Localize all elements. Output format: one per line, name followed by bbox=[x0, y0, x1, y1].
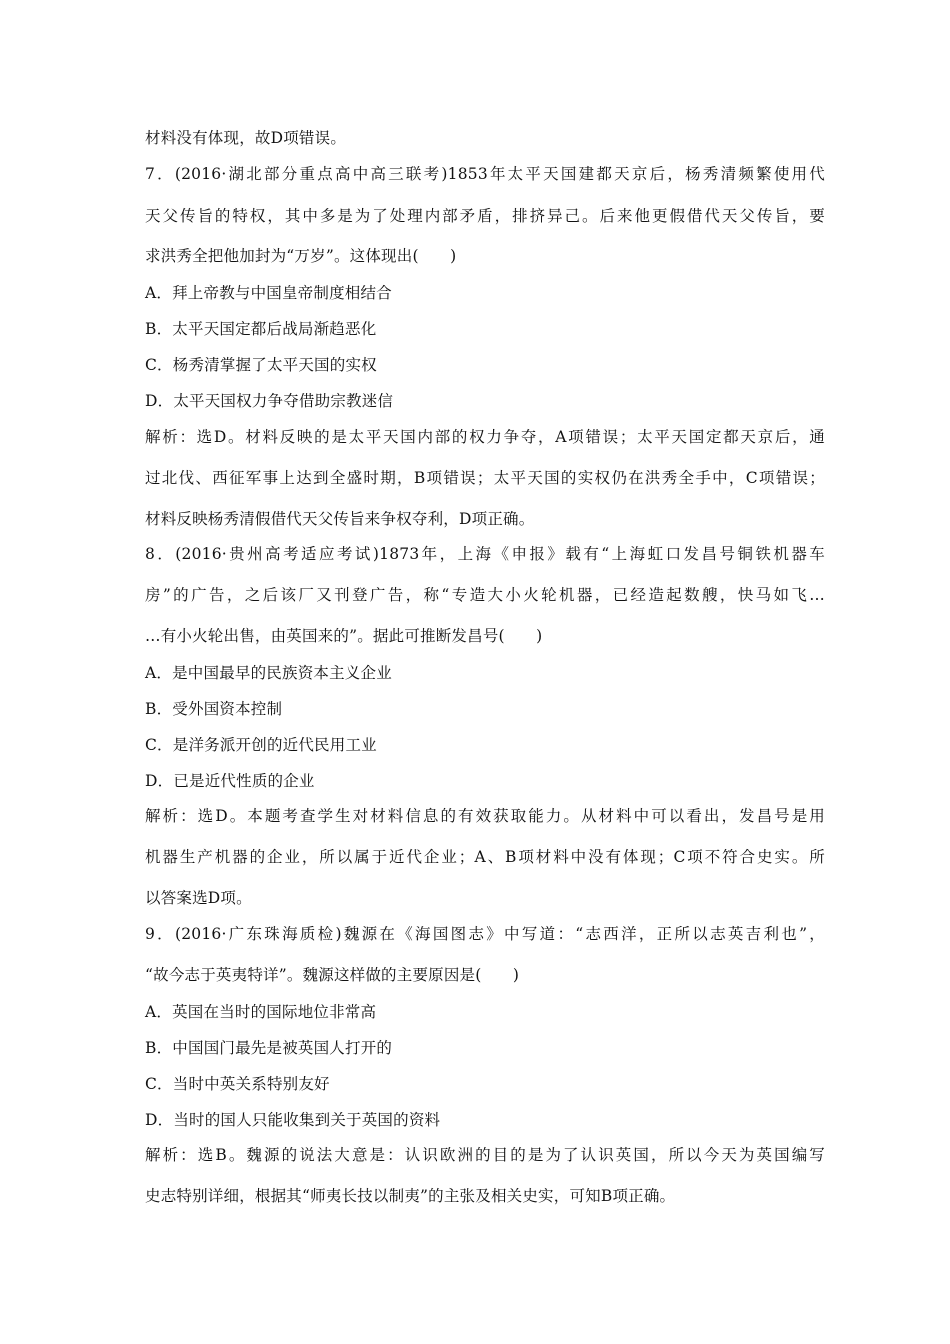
option-c: C．当时中英关系特别友好 bbox=[145, 1075, 330, 1093]
option-c: C．是洋务派开创的近代民用工业 bbox=[145, 736, 377, 754]
option-d: D．当时的国人只能收集到关于英国的资料 bbox=[145, 1111, 441, 1129]
text-line: 求洪秀全把他加封为“万岁”。这体现出( ) bbox=[145, 247, 457, 265]
analysis-7: 解析：选D。材料反映的是太平天国内部的权力争夺，A项错误；太平天国定都天京后，通 bbox=[145, 428, 825, 446]
option-b: B．太平天国定都后战局渐趋恶化 bbox=[145, 320, 377, 338]
text-line: 史志特别详细，根据其“师夷长技以制夷”的主张及相关史实，可知B项正确。 bbox=[145, 1187, 676, 1205]
text-line: 机器生产机器的企业，所以属于近代企业；A、B项材料中没有体现；C项不符合史实。所 bbox=[145, 848, 825, 866]
analysis-9: 解析：选B。魏源的说法大意是：认识欧洲的目的是为了认识英国，所以今天为英国编写 bbox=[145, 1146, 825, 1164]
text-line: 过北伐、西征军事上达到全盛时期，B项错误；太平天国的实权仍在洪秀全手中，C项错误； bbox=[145, 469, 825, 487]
text-line: 材料没有体现，故D项错误。 bbox=[145, 129, 347, 147]
option-b: B．受外国资本控制 bbox=[145, 700, 283, 718]
option-a: A．是中国最早的民族资本主义企业 bbox=[145, 664, 392, 682]
option-a: A．英国在当时的国际地位非常高 bbox=[145, 1003, 377, 1021]
question-7-stem: 7．(2016·湖北部分重点高中高三联考)1853年太平天国建都天京后，杨秀清频繁使用代 bbox=[145, 165, 825, 183]
option-d: D．已是近代性质的企业 bbox=[145, 772, 315, 790]
text-line: …有小火轮出售，由英国来的”。据此可推断发昌号( ) bbox=[145, 627, 543, 645]
text-line: 天父传旨的特权，其中多是为了处理内部矛盾，排挤异己。后来他更假借代天父传旨，要 bbox=[145, 207, 825, 225]
text-line: 房”的广告，之后该厂又刊登广告，称“专造大小火轮机器，已经造起数艘，快马如飞… bbox=[145, 586, 825, 604]
question-8-stem: 8．(2016·贵州高考适应考试)1873年，上海《申报》载有“上海虹口发昌号铜铁机器车 bbox=[145, 545, 825, 563]
option-c: C．杨秀清掌握了太平天国的实权 bbox=[145, 356, 377, 374]
text-line: “故今志于英夷特详”。魏源这样做的主要原因是( ) bbox=[145, 966, 520, 984]
option-b: B．中国国门最先是被英国人打开的 bbox=[145, 1039, 393, 1057]
option-d: D．太平天国权力争夺借助宗教迷信 bbox=[145, 392, 394, 410]
option-a: A．拜上帝教与中国皇帝制度相结合 bbox=[145, 284, 392, 302]
text-line: 材料反映杨秀清假借代天父传旨来争权夺利，D项正确。 bbox=[145, 510, 535, 528]
analysis-8: 解析：选D。本题考查学生对材料信息的有效获取能力。从材料中可以看出，发昌号是用 bbox=[145, 807, 825, 825]
question-9-stem: 9．(2016·广东珠海质检)魏源在《海国图志》中写道：“志西洋，正所以志英吉利也”， bbox=[145, 925, 825, 943]
text-line: 以答案选D项。 bbox=[145, 889, 252, 907]
